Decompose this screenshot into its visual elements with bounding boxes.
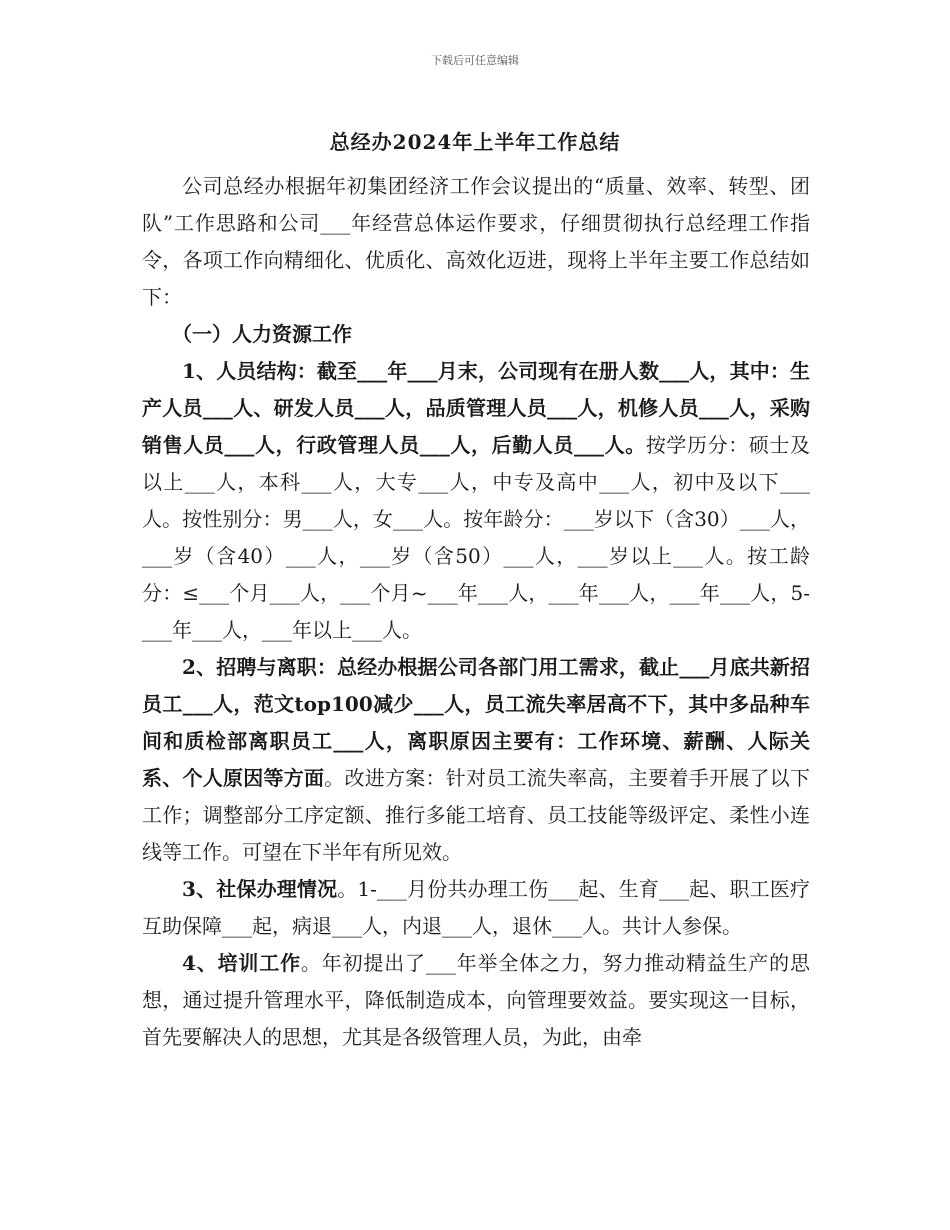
- recruitment-text: 。改进方案：针对员工流失率高，主要着手开展了以下工作；调整部分工序定额、推行多能工培育、员工技能等级评定、柔性小连线等工作。可望在下半年有所见效。: [142, 766, 810, 864]
- document-title: 总经办2024年上半年工作总结: [329, 130, 621, 154]
- intro-paragraph: [142, 168, 810, 316]
- social-insurance-text: 。1-___月份共办理工伤___起、生育___起、职工医疗互助保障___起，病退___人，内退___人，退休___人。共计人参保。: [142, 877, 810, 938]
- section-heading-text: （一）人力资源工作: [172, 322, 352, 346]
- section-heading-hr: [142, 316, 810, 353]
- page-header-note: 下载后可任意编辑: [431, 54, 519, 67]
- document-body: [142, 168, 810, 1056]
- training-text: 。年初提出了___年举全体之力，努力推动精益生产的思想，通过提升管理水平，降低制造成本，向管理要效益。要实现这一目标，首先要解决人的思想，尤其是各级管理人员，为此，由牵: [142, 951, 811, 1049]
- staff-structure-text: 按学历分：硕士及以上___人，本科___人，大专___人，中专及高中___人，初中及以下___人。按性别分：男___人，女___人。按年龄分：___岁以下（含30）___人，___岁（含40）___人，___岁（含50）___人，___岁以上___人。按工龄分：≤___个月___人，___个月~___年___人，___年___人，___年___人，5-___年___人，___年以上___人。: [142, 433, 811, 642]
- social-insurance-bold: 3、社保办理情况: [182, 877, 338, 901]
- paragraph-staff-structure: [142, 353, 810, 649]
- paragraph-training: [142, 945, 810, 1056]
- recruitment-bold: 2、招聘与离职：总经办根据公司各部门用工需求，截止___月底共新招员工___人，范文top100减少___人，员工流失率居高不下，其中多品种车间和质检部离职员工___人，离职原因主要有：工作环境、薪酬、人际关系、个人原因等方面: [142, 655, 810, 790]
- staff-structure-bold: 1、人员结构：截至___年___月末，公司现有在册人数___人，其中：生产人员___人、研发人员___人，品质管理人员___人，机修人员___人，采购销售人员___人，行政管理人员___人，后勤人员___人。: [142, 359, 810, 457]
- intro-text: 公司总经办根据年初集团经济工作会议提出的“质量、效率、转型、团队”工作思路和公司___年经营总体运作要求，仔细贯彻执行总经理工作指令，各项工作向精细化、优质化、高效化迈进，现将上半年主要工作总结如下：: [142, 174, 810, 309]
- paragraph-social-insurance: [142, 871, 810, 945]
- training-bold: 4、培训工作: [182, 951, 301, 975]
- paragraph-recruitment: [142, 649, 810, 871]
